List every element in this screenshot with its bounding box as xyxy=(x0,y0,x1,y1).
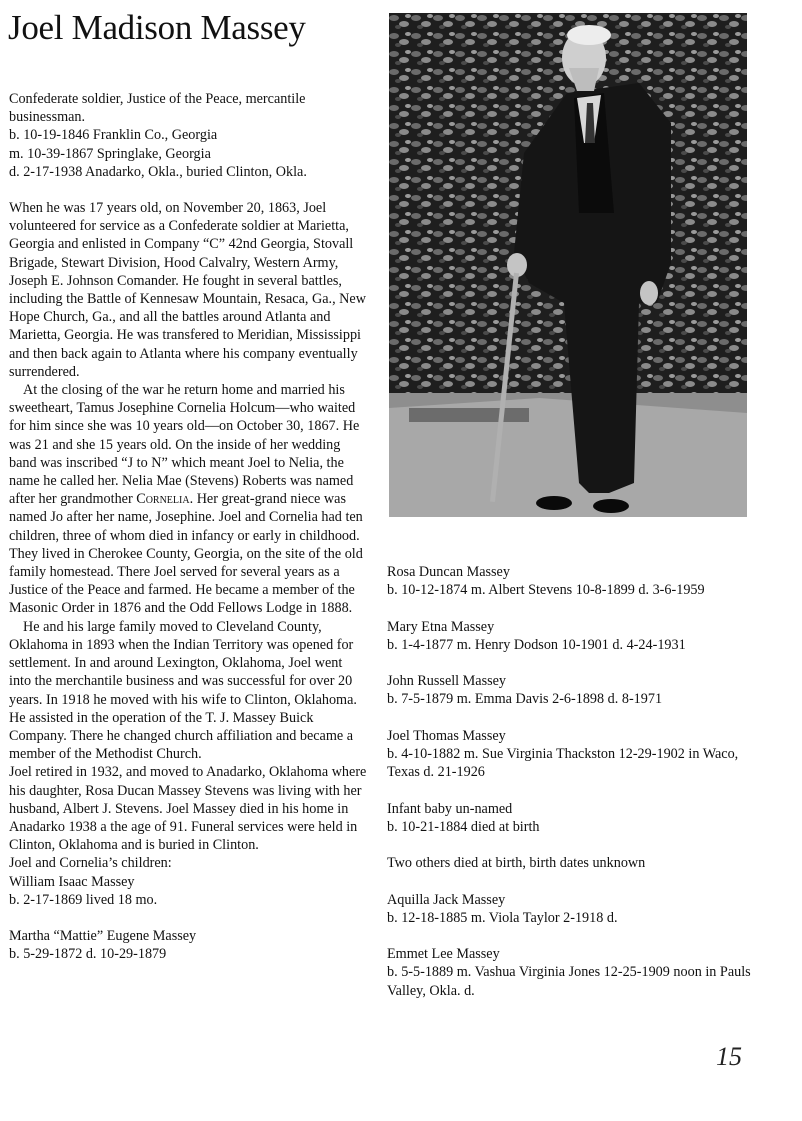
child-name: Rosa Duncan Massey xyxy=(387,564,510,580)
child-detail: b. 1-4-1877 m. Henry Dodson 10-1901 d. 4-24-1931 xyxy=(387,636,686,653)
child-name: Aquilla Jack Massey xyxy=(387,891,506,908)
child-detail: b. 10-21-1884 died at birth xyxy=(387,818,540,835)
child-entry xyxy=(9,927,367,963)
story-paragraph-oklahoma: He and his large family moved to Cleveland County, Oklahoma in 1893 when the Indian Territory was opened for settlement. In and around Lexington, Oklahoma, Joel went into the merchantile business and was successful for over 20 years. In 1918 he moved with his wife to Clinton, Oklahoma. He assisted in the operation of the T. J. Massey Buick Company. There he changed church affiliation and became a member of the Methodist Church. xyxy=(9,618,357,763)
child-detail: b. 2-17-1869 lived 18 mo. xyxy=(9,891,158,908)
child-detail: b. 4-10-1882 m. Sue Virginia Thackston 12-29-1902 in Waco, Texas d. 21-1926 xyxy=(387,745,739,781)
child-entry xyxy=(9,873,367,909)
child-name: John Russell Massey xyxy=(387,673,507,690)
child-entry xyxy=(387,727,752,782)
children-intro: Joel and Cornelia’s children: xyxy=(9,855,172,872)
child-entry xyxy=(387,618,752,654)
child-detail: b. 12-18-1885 m. Viola Taylor 2-1918 d. xyxy=(387,909,618,926)
child-entry xyxy=(387,672,752,708)
biography-text xyxy=(9,199,367,854)
child-entry xyxy=(387,891,752,927)
child-name: Martha “Mattie” Eugene Massey xyxy=(9,927,197,944)
story-marriage-text: At the closing of the war he return home and married his sweetheart, Tamus Josephine Cornelia Holcum—who waited for him since she was 10 years old—on October 30, 1867. He was 21 and she 15 years old. On the inside of her wedding band was inscribed “J to N” which meant Joel to Nelia, the name he called her. Nelia Mae (Stevens) Roberts was named after her grandmother xyxy=(9,382,360,508)
story-cornelia-smallcaps: Cornelia xyxy=(136,491,190,508)
summary-block xyxy=(9,90,367,181)
child-entry xyxy=(387,800,752,836)
child-detail: b. 7-5-1879 m. Emma Davis 2-6-1898 d. 8-1971 xyxy=(387,691,663,708)
portrait-photo xyxy=(389,13,747,517)
child-entry-note xyxy=(387,854,752,872)
child-name: Mary Etna Massey xyxy=(387,618,495,635)
child-name: Joel Thomas Massey xyxy=(387,727,506,744)
child-name: Emmet Lee Massey xyxy=(387,946,500,963)
summary-marriage: m. 10-39-1867 Springlake, Georgia xyxy=(9,145,211,162)
biography-column xyxy=(9,90,367,981)
summary-death: d. 2-17-1938 Anadarko, Okla., buried Clinton, Okla. xyxy=(9,163,307,180)
child-entry xyxy=(387,563,752,599)
page-title: Joel Madison Massey xyxy=(8,8,306,47)
child-entry xyxy=(387,945,752,1000)
children-column xyxy=(387,563,752,1018)
story-marriage-text-cont: . Her great-grand niece was named Jo after her name, Josephine. Joel and Cornelia had ten children, three of whom died in infancy or early in childhood. They lived in Cherokee County, Georgia, on the site of the old family homestead. There Joel served for several years as a Justice of the Peace and farmed. He became a member of the Masonic Order in 1876 and the Odd Fellows Lodge in 1888. xyxy=(9,491,363,617)
child-detail: b. 5-29-1872 d. 10-29-1879 xyxy=(9,946,167,963)
story-paragraph-military: When he was 17 years old, on November 20, 1863, Joel volunteered for service as a Confederate soldier at Marietta, Georgia and enlisted in Company “C” 42nd Georgia, Stovall Brigade, Stewart Division, Hood Calvalry, Western Army, Joseph E. Johnson Comander. He fought in several battles, including the Battle of Kennesaw Mountain, Resaca, Ga., New Hope Church, Ga., and all the battles around Atlanta and Marietta, Georgia. He was transfered to Meridian, Mississippi and then back again to Atlanta where his company eventually surrendered. xyxy=(9,200,366,380)
page-number: 15 xyxy=(716,1042,742,1071)
child-detail: b. 5-5-1889 m. Vashua Virginia Jones 12-25-1909 noon in Pauls Valley, Okla. d. xyxy=(387,964,751,999)
child-detail: b. 10-12-1874 m. Albert Stevens 10-8-1899 d. 3-6-1959 xyxy=(387,582,705,599)
summary-occupation: Confederate soldier, Justice of the Peace, mercantile businessman. xyxy=(9,91,306,126)
child-name: Infant baby un-named xyxy=(387,800,513,817)
child-name: William Isaac Massey xyxy=(9,873,135,890)
child-note: Two others died at birth, birth dates unknown xyxy=(387,855,646,872)
story-paragraph-marriage xyxy=(9,381,367,618)
summary-birth: b. 10-19-1846 Franklin Co., Georgia xyxy=(9,127,218,144)
portrait-photo-illustration xyxy=(389,13,747,517)
story-paragraph-retirement: Joel retired in 1932, and moved to Anadarko, Oklahoma where his daughter, Rosa Ducan Massey Stevens was living with her husband, Albert J. Stevens. Joel Massey died in his home in Anadarko 1938 a the age of 91. Funeral services were held in Clinton, Oklahoma and is buried in Clinton. xyxy=(9,764,367,854)
